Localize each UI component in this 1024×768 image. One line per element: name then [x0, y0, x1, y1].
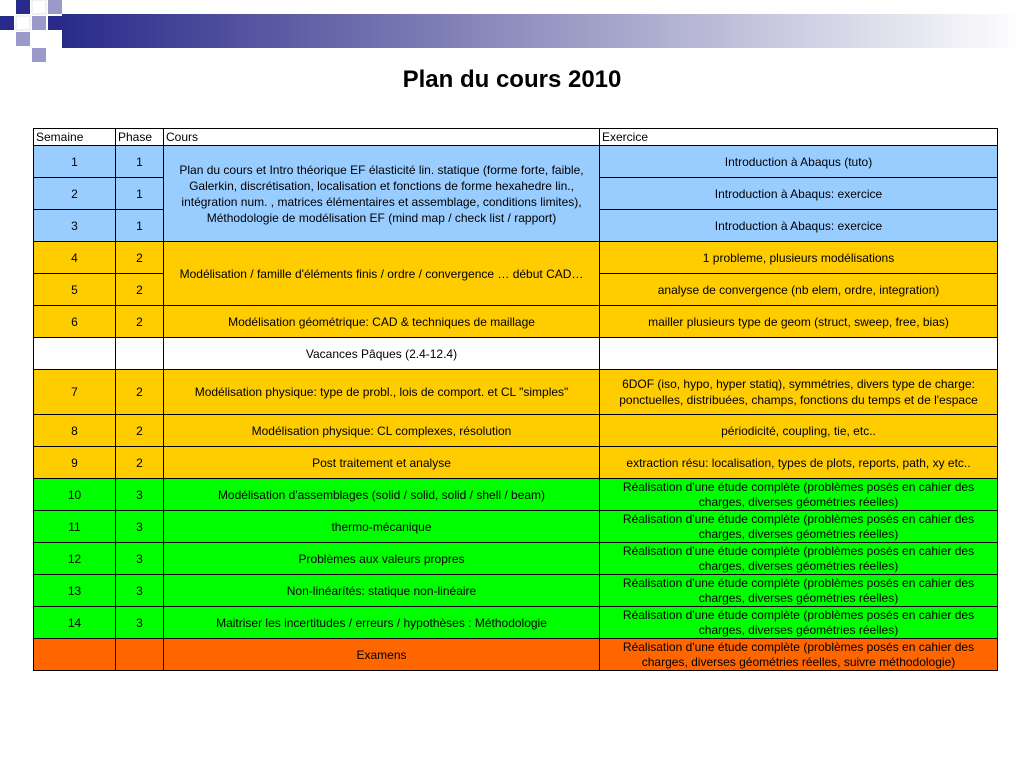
deco-square — [16, 32, 30, 46]
course-plan-table — [33, 128, 998, 671]
table-row — [34, 447, 998, 479]
table-row — [34, 607, 998, 639]
deco-square — [32, 16, 46, 30]
header-cours: Cours — [164, 129, 600, 146]
cell-exercice: 1 probleme, plusieurs modélisations — [600, 242, 998, 274]
cell-phase: 3 — [116, 479, 164, 511]
cell-semaine: 3 — [34, 210, 116, 242]
cell-cours: thermo-mécanique — [164, 511, 600, 543]
table-row — [34, 415, 998, 447]
table-row-exams — [34, 639, 998, 671]
cell-exercice: 6DOF (iso, hypo, hyper statiq), symmétries, divers type de charge: ponctuelles, distribuées, champs, fonctions du temps et de l'espace — [600, 370, 998, 415]
cell-phase: 3 — [116, 575, 164, 607]
table-row — [34, 479, 998, 511]
header-exercice: Exercice — [600, 129, 998, 146]
cell-semaine — [34, 639, 116, 671]
cell-semaine: 13 — [34, 575, 116, 607]
cell-exercice: Réalisation d'une étude complète (problèmes posés en cahier des charges, diverses géométries réelles) — [600, 511, 998, 543]
cell-exercice: analyse de convergence (nb elem, ordre, integration) — [600, 274, 998, 306]
cell-cours: Problèmes aux valeurs propres — [164, 543, 600, 575]
cell-phase: 1 — [116, 210, 164, 242]
table-row — [34, 370, 998, 415]
deco-square — [32, 0, 46, 14]
cell-cours: Examens — [164, 639, 600, 671]
cell-phase: 2 — [116, 306, 164, 338]
cell-semaine: 8 — [34, 415, 116, 447]
cell-semaine: 12 — [34, 543, 116, 575]
table-row — [34, 242, 998, 274]
cell-semaine: 4 — [34, 242, 116, 274]
table-row — [34, 306, 998, 338]
cell-exercice: Réalisation d'une étude complète (problèmes posés en cahier des charges, diverses géométries réelles) — [600, 575, 998, 607]
header-semaine: Semaine — [34, 129, 116, 146]
cell-phase: 2 — [116, 242, 164, 274]
table-row — [34, 543, 998, 575]
cell-semaine: 10 — [34, 479, 116, 511]
cell-phase: 2 — [116, 447, 164, 479]
cell-phase: 1 — [116, 146, 164, 178]
cell-phase: 2 — [116, 415, 164, 447]
table-row — [34, 511, 998, 543]
cell-semaine: 1 — [34, 146, 116, 178]
cell-phase — [116, 338, 164, 370]
cell-cours: Modélisation géométrique: CAD & techniques de maillage — [164, 306, 600, 338]
deco-square — [16, 0, 30, 14]
cell-exercice — [600, 338, 998, 370]
cell-cours: Modélisation physique: type de probl., lois de comport. et CL "simples" — [164, 370, 600, 415]
cell-cours: Modélisation / famille d'éléments finis / ordre / convergence … début CAD… — [164, 242, 600, 306]
deco-square — [32, 48, 46, 62]
cell-exercice: périodicité, coupling, tie, etc.. — [600, 415, 998, 447]
cell-phase: 3 — [116, 511, 164, 543]
cell-cours: Maitriser les incertitudes / erreurs / hypothèses : Méthodologie — [164, 607, 600, 639]
cell-cours: Non-linéarítés: statique non-linéaire — [164, 575, 600, 607]
cell-cours: Post traitement et analyse — [164, 447, 600, 479]
deco-square — [48, 16, 62, 30]
cell-semaine: 6 — [34, 306, 116, 338]
cell-exercice: Introduction à Abaqus: exercice — [600, 210, 998, 242]
table-row — [34, 146, 998, 178]
deco-square — [48, 0, 62, 14]
cell-semaine: 9 — [34, 447, 116, 479]
cell-phase: 3 — [116, 607, 164, 639]
table-header-row — [34, 129, 998, 146]
cell-semaine: 14 — [34, 607, 116, 639]
header-decoration — [0, 0, 1024, 62]
cell-exercice: Réalisation d'une étude complète (problèmes posés en cahier des charges, diverses géométries réelles) — [600, 607, 998, 639]
cell-cours: Plan du cours et Intro théorique EF élasticité lin. statique (forme forte, faible, Galerkin, discrétisation, localisation et fonctions de forme hexahedre lin., intégration num. , matrices élémentaires et assemblage, conditions limites), Méthodologie de modélisation EF (mind map / check list / rapport) — [164, 146, 600, 242]
cell-exercice: mailler plusieurs type de geom (struct, sweep, free, bias) — [600, 306, 998, 338]
cell-semaine: 5 — [34, 274, 116, 306]
cell-phase: 2 — [116, 274, 164, 306]
cell-phase: 2 — [116, 370, 164, 415]
page-title: Plan du cours 2010 — [402, 66, 622, 93]
cell-semaine: 2 — [34, 178, 116, 210]
deco-square — [0, 16, 14, 30]
cell-cours: Modélisation d'assemblages (solid / solid, solid / shell / beam) — [164, 479, 600, 511]
table-row — [34, 575, 998, 607]
cell-semaine: 7 — [34, 370, 116, 415]
cell-phase — [116, 639, 164, 671]
cell-exercice: Introduction à Abaqus (tuto) — [600, 146, 998, 178]
header-phase: Phase — [116, 129, 164, 146]
cell-semaine — [34, 338, 116, 370]
cell-exercice: extraction résu: localisation, types de plots, reports, path, xy etc.. — [600, 447, 998, 479]
cell-exercice: Réalisation d'une étude complète (problèmes posés en cahier des charges, diverses géométries réelles) — [600, 543, 998, 575]
cell-exercice: Introduction à Abaqus: exercice — [600, 178, 998, 210]
cell-exercice: Réalisation d'une étude complète (problèmes posés en cahier des charges, diverses géométries réelles) — [600, 479, 998, 511]
cell-cours: Vacances Pâques (2.4-12.4) — [164, 338, 600, 370]
cell-phase: 1 — [116, 178, 164, 210]
table-row-vacation — [34, 338, 998, 370]
cell-exercice: Réalisation d'une étude complète (problèmes posés en cahier des charges, diverses géométries réelles, suivre méthodologie) — [600, 639, 998, 671]
cell-phase: 3 — [116, 543, 164, 575]
deco-square — [16, 16, 30, 30]
cell-cours: Modélisation physique: CL complexes, résolution — [164, 415, 600, 447]
cell-semaine: 11 — [34, 511, 116, 543]
